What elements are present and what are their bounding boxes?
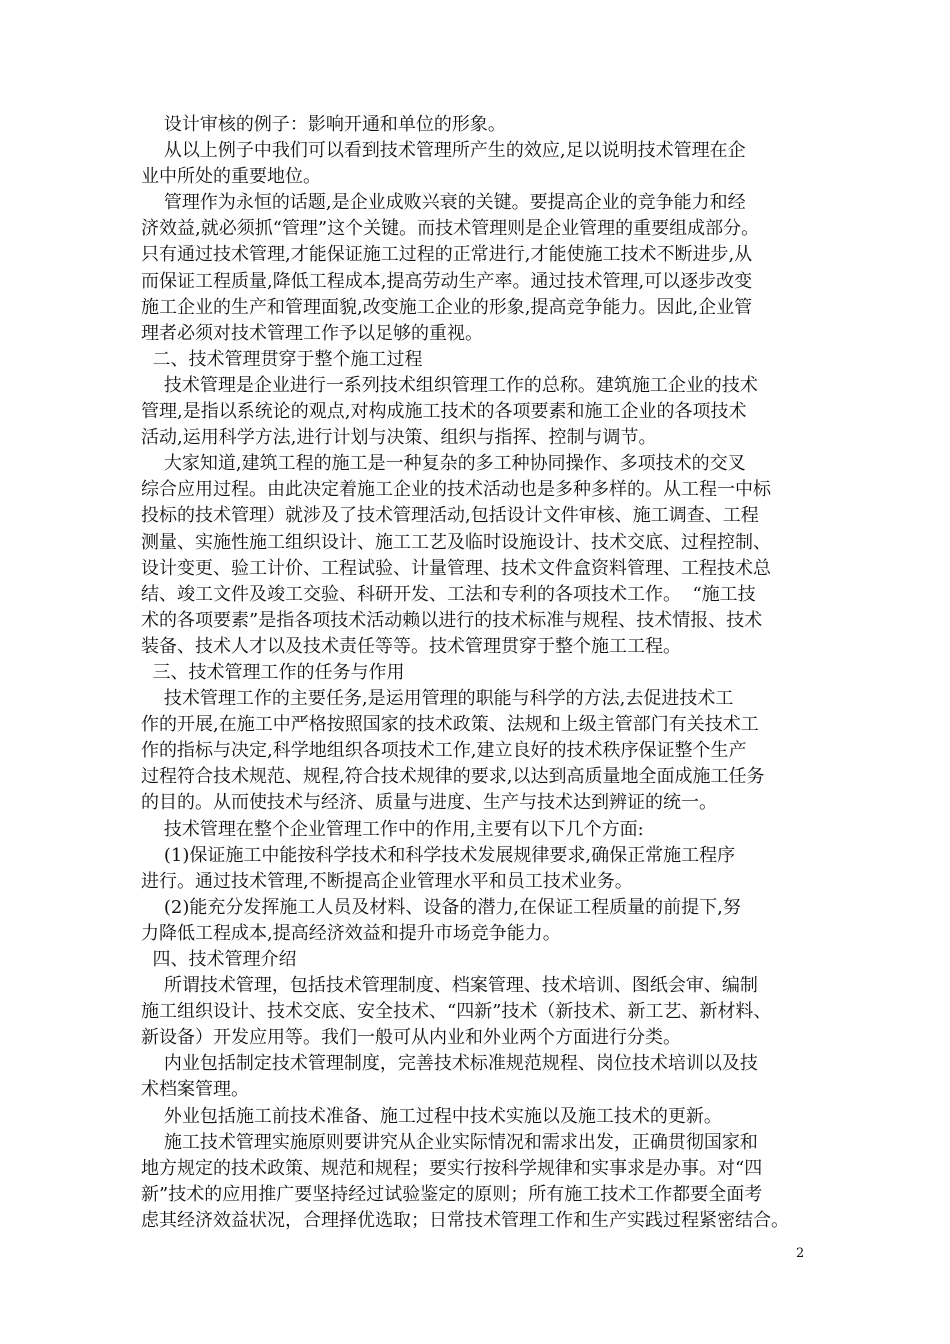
text-line: 术档案管理。 [141, 1079, 249, 1101]
text-line: 地方规定的技术政策、规范和规程；要实行按科学规律和实事求是办事。对“四 [141, 1157, 763, 1179]
text-line: (1)保证施工中能按科学技术和科学技术发展规律要求,确保正常施工程序 [141, 844, 736, 866]
text-line: 理者必须对技术管理工作予以足够的重视。 [141, 322, 483, 344]
text-line: 技术管理在整个企业管理工作中的作用,主要有以下几个方面: [141, 818, 644, 840]
text-line: 结、竣工文件及竣工交验、科研开发、工法和专利的各项技术工作。 “施工技 [141, 583, 756, 605]
text-line: 而保证工程质量,降低工程成本,提高劳动生产率。通过技术管理,可以逐步改变 [141, 270, 753, 292]
text-line: 新”技术的应用推广要坚持经过试验鉴定的原则；所有施工技术工作都要全面考 [141, 1183, 763, 1205]
text-line: 只有通过技术管理,才能保证施工过程的正常进行,才能使施工技术不断进步,从 [141, 244, 753, 266]
text-line: 综合应用过程。由此决定着施工企业的技术活动也是多种多样的。从工程一中标 [141, 479, 771, 501]
text-line: 外业包括施工前技术准备、施工过程中技术实施以及施工技术的更新。 [141, 1105, 722, 1127]
text-line: 施工企业的生产和管理面貌,改变施工企业的形象,提高竞争能力。因此,企业管 [141, 296, 753, 318]
text-line: 从以上例子中我们可以看到技术管理所产生的效应,足以说明技术管理在企 [141, 140, 746, 162]
text-line: 大家知道,建筑工程的施工是一种复杂的多工种协同操作、多项技术的交叉 [141, 453, 746, 475]
text-line: 的目的。从而使技术与经济、质量与进度、生产与技术达到辨证的统一。 [141, 792, 717, 814]
text-line: 测量、实施性施工组织设计、施工工艺及临时设施设计、技术交底、过程控制、 [141, 531, 771, 553]
text-line: 装备、技术人才以及技术责任等等。技术管理贯穿于整个施工工程。 [141, 635, 681, 657]
text-line: 施工技术管理实施原则要讲究从企业实际情况和需求出发，正确贯彻国家和 [141, 1131, 758, 1153]
text-line: 管理,是指以系统论的观点,对构成施工技术的各项要素和施工企业的各项技术 [141, 401, 747, 423]
text-line: 三、技术管理工作的任务与作用 [141, 661, 405, 683]
text-line: 技术管理工作的主要任务,是运用管理的职能与科学的方法,去促进技术工 [141, 688, 734, 710]
text-line: 力降低工程成本,提高经济效益和提升市场竞争能力。 [141, 922, 561, 944]
text-line: 技术管理是企业进行一系列技术组织管理工作的总称。建筑施工企业的技术 [141, 374, 758, 396]
page-number: 2 [796, 1246, 805, 1261]
text-line: 新设备）开发应用等。我们一般可从内业和外业两个方面进行分类。 [141, 1027, 681, 1049]
text-line: 设计审核的例子：影响开通和单位的形象。 [141, 114, 506, 135]
text-line: 投标的技术管理）就涉及了技术管理活动,包括设计文件审核、施工调查、工程 [141, 505, 759, 527]
text-line: 作的开展,在施工中严格按照国家的技术政策、法规和上级主管部门有关技术工 [141, 714, 759, 736]
text-line: 二、技术管理贯穿于整个施工过程 [141, 348, 423, 370]
text-line: 施工组织设计、技术交底、安全技术、“四新”技术（新技术、新工艺、新材料、 [141, 1001, 772, 1023]
text-line: 内业包括制定技术管理制度，完善技术标准规范规程、岗位技术培训以及技 [141, 1053, 758, 1075]
text-line: 作的指标与决定,科学地组织各项技术工作,建立良好的技术秩序保证整个生产 [141, 740, 747, 762]
text-line: 活动,运用科学方法,进行计划与决策、组织与指挥、控制与调节。 [141, 427, 657, 449]
text-line: 济效益,就必须抓“管理”这个关键。而技术管理则是企业管理的重要组成部分。 [141, 218, 760, 240]
text-line: 业中所处的重要地位。 [141, 166, 321, 188]
text-line: 四、技术管理介绍 [141, 949, 297, 970]
text-line: 术的各项要素”是指各项技术活动赖以进行的技术标准与规程、技术情报、技术 [141, 609, 763, 631]
document-body [141, 112, 813, 1234]
text-line: (2)能充分发挥施工人员及材料、设备的潜力,在保证工程质量的前提下,努 [141, 896, 741, 918]
text-line: 过程符合技术规范、规程,符合技术规律的要求,以达到高质量地全面成施工任务 [141, 766, 765, 788]
text-line: 进行。通过技术管理,不断提高企业管理水平和员工技术业务。 [141, 870, 633, 892]
text-line: 设计变更、验工计价、工程试验、计量管理、技术文件盒资料管理、工程技术总 [141, 557, 771, 579]
text-line: 管理作为永恒的话题,是企业成败兴衰的关键。要提高企业的竞争能力和经 [141, 192, 746, 214]
text-line: 所谓技术管理，包括技术管理制度、档案管理、技术培训、图纸会审、编制 [141, 975, 758, 997]
text-line: 虑其经济效益状况，合理择优选取；日常技术管理工作和生产实践过程紧密结合。 [141, 1209, 789, 1231]
